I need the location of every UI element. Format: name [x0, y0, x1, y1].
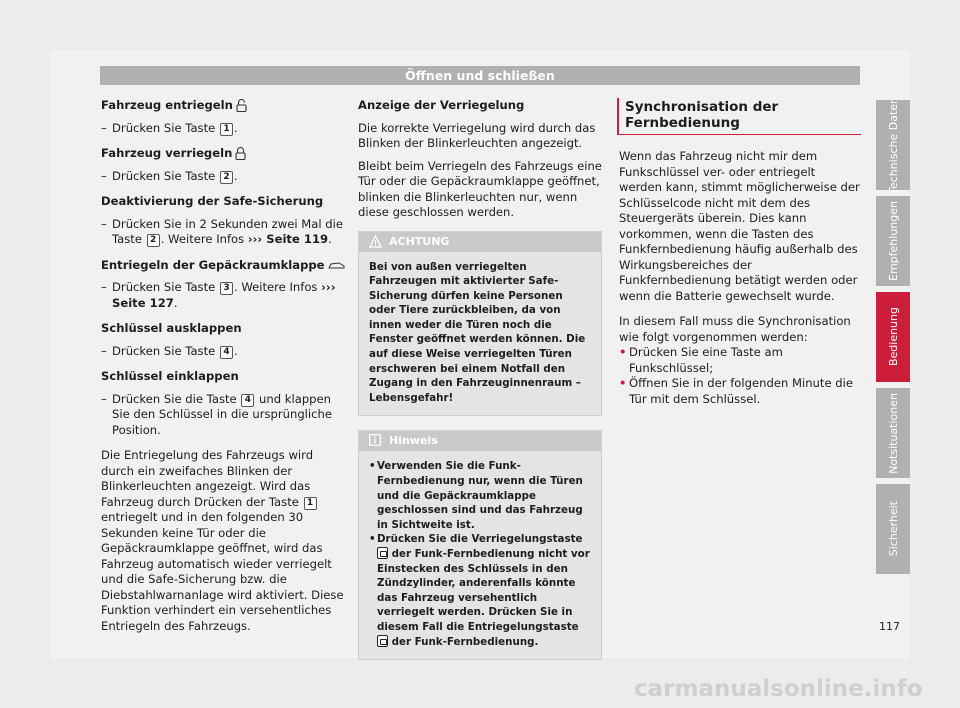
- lock-key-icon: [377, 547, 388, 559]
- column-middle: [358, 98, 602, 660]
- page-reference-link[interactable]: ››› Seite 127: [112, 280, 336, 310]
- unlock-step: – Drücken Sie Taste 1 .: [101, 121, 345, 137]
- column-right: [619, 98, 861, 407]
- sync-bullet-1: • Drücken Sie eine Taste am Funkschlüssel;: [619, 345, 861, 376]
- key-button-number: 1: [304, 497, 317, 510]
- tab-technische-daten[interactable]: Technische Daten: [876, 100, 910, 190]
- fold-out-heading: Schlüssel ausklappen: [101, 321, 242, 335]
- page-title: Öffnen und schließen: [100, 66, 860, 85]
- hint-item-2: • Drücken Sie die Verriegelungstaste der Funk-Fernbedienung nicht vor Einstecken des Schlüssels in den Zündzylinder, anderenfalls könnte das Fahrzeug versehentlich verriegelt werden. Drücken Sie in diesem Fall die Entriegelungstaste der Funk-Fernbedienung.: [369, 532, 591, 649]
- page-reference-link[interactable]: ››› Seite 119: [247, 232, 329, 246]
- fold-in-step: – Drücken Sie die Taste 4 und klappen Sie den Schlüssel in die ursprüngliche Position.: [101, 392, 345, 439]
- lock-step: – Drücken Sie Taste 2 .: [101, 169, 345, 185]
- key-button-number: 4: [220, 346, 233, 359]
- trunk-heading: Entriegeln der Gepäckraumklappe: [101, 258, 345, 274]
- lock-heading: Fahrzeug verriegeln: [101, 146, 345, 162]
- unlocked-padlock-icon: [236, 99, 247, 112]
- fold-in-heading: Schlüssel einklappen: [101, 369, 239, 383]
- warning-triangle-icon: [369, 235, 382, 248]
- hint-label: Hinweis: [389, 434, 438, 448]
- trunk-step: – Drücken Sie Taste 3 . Weitere Infos ››› Seite 127.: [101, 280, 345, 311]
- indicator-text-1: Die korrekte Verriegelung wird durch das Blinken der Blinkerleuchten angezeigt.: [358, 120, 596, 150]
- key-button-number: 2: [147, 234, 160, 247]
- info-note-icon: [369, 434, 381, 446]
- safe-step: – Drücken Sie in 2 Sekunden zwei Mal die Taste 2 . Weitere Infos ››› Seite 119.: [101, 217, 345, 248]
- unlock-heading: Fahrzeug entriegeln: [101, 98, 345, 114]
- safe-heading: Deaktivierung der Safe-Sicherung: [101, 194, 324, 208]
- sync-bullet-2: • Öffnen Sie in der folgenden Minute die Tür mit dem Schlüssel.: [619, 376, 861, 407]
- hint-header: [359, 431, 601, 451]
- warning-label: ACHTUNG: [389, 234, 450, 248]
- sync-paragraph-2: In diesem Fall muss die Synchronisation wie folgt vorgenommen werden:: [619, 314, 851, 344]
- column-left: [101, 98, 345, 634]
- key-button-number: 3: [220, 282, 233, 295]
- key-button-number: 1: [220, 123, 233, 136]
- locked-padlock-icon: [235, 147, 246, 160]
- hint-box: [358, 430, 602, 660]
- key-button-number: 2: [220, 171, 233, 184]
- fold-out-step: – Drücken Sie Taste 4 .: [101, 344, 345, 360]
- indicator-heading: Anzeige der Verriegelung: [358, 98, 525, 112]
- chapter-tabs: [876, 96, 910, 580]
- sync-section-title: Synchronisation der Fernbedienung: [617, 98, 861, 135]
- warning-box: [358, 231, 602, 417]
- auto-relock-paragraph: Die Entriegelung des Fahrzeugs wird durch ein zweifaches Blinken der Blinkerleuchten angezeigt. Wird das Fahrzeug durch Drücken der Taste 1 entriegelt und in den folgenden 30 Sekunden keine Tür oder die Gepäckraumklappe geöffnet, wird das Fahrzeug automatisch wieder verriegelt und die Safe-Sicherung bzw. die Diebstahlwarnanlage wird aktiviert. Diese Funktion verhindert ein versehentliches Entriegeln des Fahrzeugs.: [101, 448, 344, 633]
- sync-paragraph-1: Wenn das Fahrzeug nicht mir dem Funkschlüssel ver- oder entriegelt werden kann, stimmt möglicherweise der Schlüsselcode nicht mit dem des Steuergeräts überein. Dies kann vorkommen, wenn die Tasten des Funkfernbedienung häufig außerhalb des Wirkungsbereiches der Funkfernbedienung betätigt werden oder wenn die Batterie gewechselt wurde.: [619, 149, 860, 303]
- warning-header: [359, 232, 601, 252]
- unlock-key-icon: [377, 635, 388, 647]
- watermark-text: carmanualsonline.info: [634, 676, 923, 702]
- tab-bedienung[interactable]: Bedienung: [876, 292, 910, 382]
- car-trunk-icon: [328, 261, 345, 270]
- tab-empfehlungen[interactable]: Empfehlungen: [876, 196, 910, 286]
- hint-item-1: • Verwenden Sie die Funk-Fernbedienung nur, wenn die Türen und die Gepäckraumklappe geschlossen sind und das Fahrzeug in Sichtweite ist.: [369, 459, 591, 532]
- warning-text: Bei von außen verriegelten Fahrzeugen mit aktivierter Safe-Sicherung dürfen keine Personen oder Tiere zurückbleiben, da von innen weder die Türen noch die Fenster geöffnet werden können. Die auf diese Weise verriegelten Türen erschweren bei einem Notfall den Zugang in den Fahrzeuginnenraum – Lebensgefahr!: [369, 260, 586, 404]
- key-button-number: 4: [241, 394, 254, 407]
- indicator-text-2: Bleibt beim Verriegeln des Fahrzeugs eine Tür oder die Gepäckraumklappe geöffnet, blinken die Blinkerleuchten nur, wenn diese geschlossen werden.: [358, 158, 602, 219]
- tab-sicherheit[interactable]: Sicherheit: [876, 484, 910, 574]
- page-number: 117: [879, 620, 900, 633]
- tab-notsituationen[interactable]: Notsituationen: [876, 388, 910, 478]
